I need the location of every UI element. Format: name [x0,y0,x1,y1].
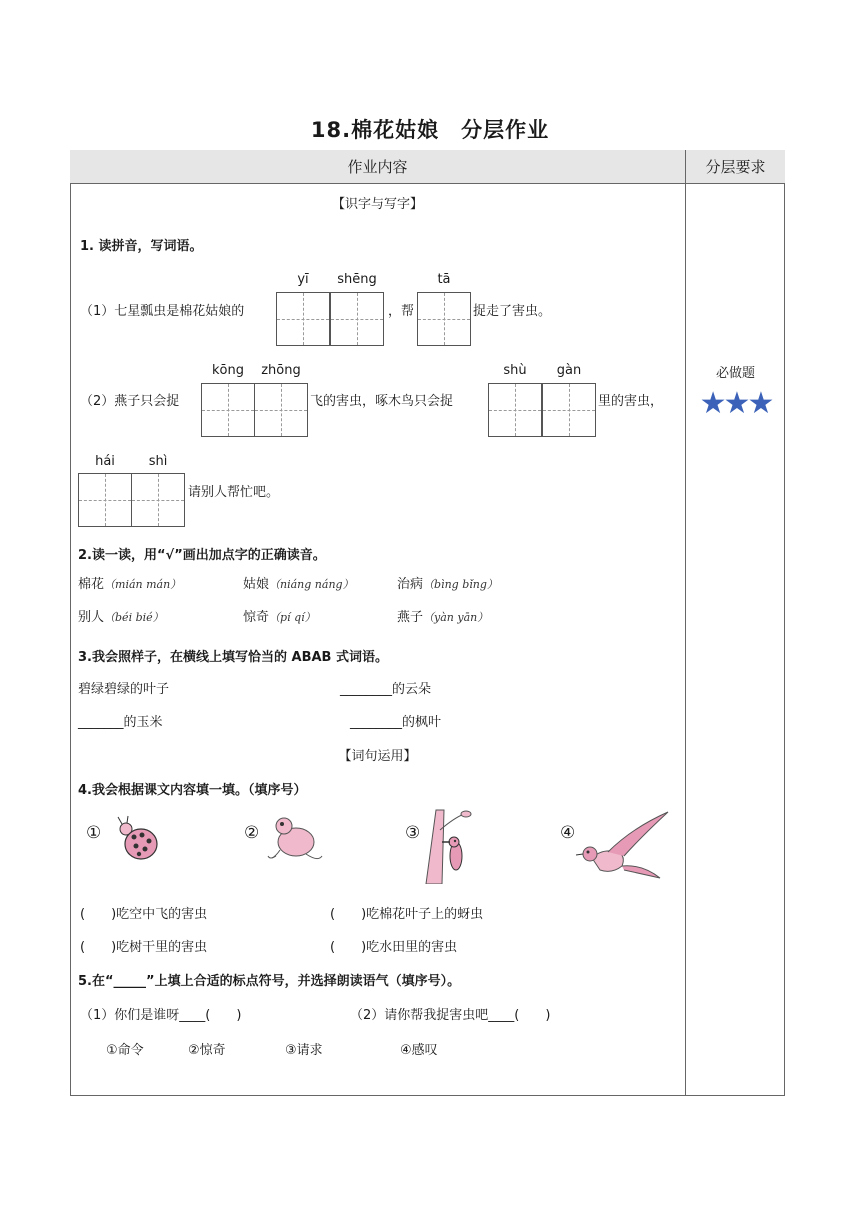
q3-prompt: 3.我会照样子，在横线上填写恰当的 ABAB 式词语。 [78,650,388,665]
q2-item[interactable] [397,573,498,592]
q2-options: （yàn yān） [423,611,489,624]
pinyin-sheng: shēng [337,272,377,287]
write-box[interactable] [254,383,308,437]
q1-s2-prefix: （2）燕子只会捉 [80,394,180,409]
write-box[interactable] [78,473,132,527]
required-label: 必做题 [715,366,755,381]
q1-prompt: 1. 读拼音，写词语。 [80,239,203,254]
q2-word: 姑娘 [243,577,270,592]
q1-s1-mid: ，帮 [388,304,415,319]
write-box[interactable] [201,383,255,437]
section-heading-literacy: 【识字与写字】 [331,197,423,212]
q1-s1-suffix: 捉走了害虫。 [473,304,552,319]
q1-s2-suffix: 里的害虫， [598,394,664,409]
pinyin-shi: shì [148,454,168,469]
q4-answer[interactable]: ( )吃棉花叶子上的蚜虫 [330,907,484,922]
pinyin-yi: yī [297,272,309,287]
q2-options: （niáng náng） [269,578,354,591]
section-heading-usage: 【词句运用】 [338,749,417,764]
write-box[interactable] [488,383,542,437]
number-4: ④ [560,823,576,843]
q2-item[interactable] [78,573,181,592]
q4-answer[interactable]: ( )吃树干里的害虫 [80,940,208,955]
q2-word: 棉花 [78,577,105,592]
q3-example: 碧绿碧绿的叶子 [78,682,170,697]
q2-options: （bìng bǐng） [423,578,498,591]
q2-options: （béi bié） [104,611,164,624]
q2-word: 治病 [397,577,424,592]
q2-word: 别人 [78,610,105,625]
q2-word: 惊奇 [243,610,270,625]
q1-s1-prefix: （1）七星瓢虫是棉花姑娘的 [80,304,245,319]
q2-word: 燕子 [397,610,424,625]
q2-item[interactable] [78,606,164,625]
q5-option: ③请求 [285,1043,323,1058]
write-box[interactable] [330,292,384,346]
write-box[interactable] [417,292,471,346]
woodpecker-icon [414,808,474,884]
number-3: ③ [405,823,421,843]
frog-icon [266,812,324,864]
pinyin-hai: hái [95,454,115,469]
write-box[interactable] [131,473,185,527]
star-rating: ★★★ [699,386,772,421]
q5-option: ④感叹 [400,1043,438,1058]
q3-blank[interactable]: ________的云朵 [340,682,432,697]
q4-answer[interactable]: ( )吃空中飞的害虫 [80,907,208,922]
q1-s2-mid: 飞的害虫，啄木鸟只会捉 [310,394,454,409]
pinyin-shu: shù [503,363,527,378]
q2-options: （mián mán） [104,578,182,591]
q5-sentence[interactable]: （2）请你帮我捉害虫吧____( ) [350,1008,551,1023]
header-level: 分层要求 [705,158,766,176]
q3-blank[interactable]: _______的玉米 [78,715,163,730]
swallow-icon [572,808,672,882]
q5-prompt: 5.在“_____”上填上合适的标点符号，并选择朗读语气（填序号）。 [78,974,461,989]
q1-s3-suffix: 请别人帮忙吧。 [188,485,280,500]
column-divider [685,150,686,1096]
q2-options: （pí qí） [269,611,316,624]
write-box[interactable] [276,292,330,346]
number-1: ① [86,823,102,843]
q2-prompt: 2.读一读，用“√”画出加点字的正确读音。 [78,548,326,563]
q4-answer[interactable]: ( )吃水田里的害虫 [330,940,458,955]
ladybug-icon [112,815,162,865]
q5-option: ①命令 [106,1043,144,1058]
q2-item[interactable] [397,606,488,625]
q5-option: ②惊奇 [188,1043,226,1058]
pinyin-gan: gàn [556,363,582,378]
number-2: ② [244,823,260,843]
write-box[interactable] [542,383,596,437]
pinyin-zhong: zhōng [261,363,301,378]
pinyin-ta: tā [437,272,451,287]
q2-item[interactable] [243,573,354,592]
q2-item[interactable] [243,606,316,625]
q5-sentence[interactable]: （1）你们是谁呀____( ) [80,1008,242,1023]
header-content: 作业内容 [347,158,408,176]
pinyin-kong: kōng [212,363,244,378]
page-title: 18.棉花姑娘 分层作业 [310,118,550,142]
q4-prompt: 4.我会根据课文内容填一填。（填序号） [78,783,307,798]
q3-blank[interactable]: ________的枫叶 [350,715,442,730]
